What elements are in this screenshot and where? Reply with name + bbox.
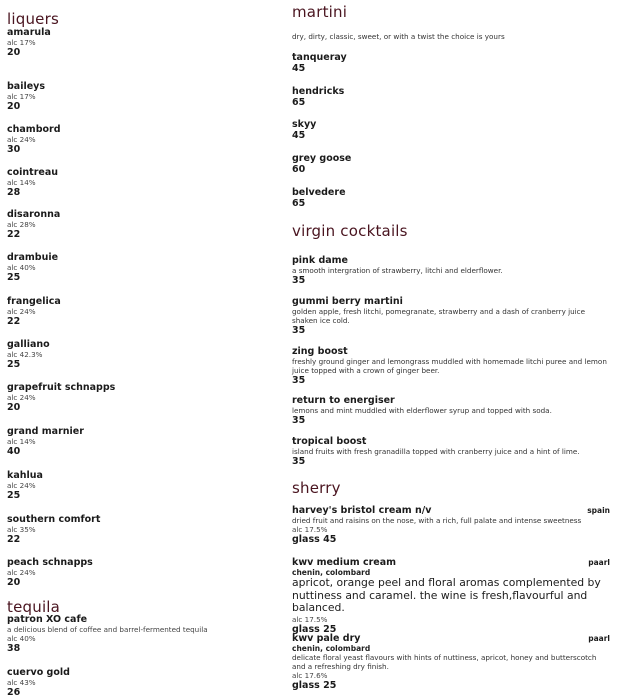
item-alcohol: alc 14%: [7, 437, 36, 446]
item-description: dried fruit and raisins on the nose, with a rich, full palate and intense sweetness: [292, 516, 582, 525]
item-price: 45: [292, 130, 306, 141]
item-alcohol: alc 17%: [7, 38, 36, 47]
item-name: harvey's bristol cream n/v: [292, 505, 432, 516]
item-alcohol: alc 35%: [7, 525, 36, 534]
item-name: chambord: [7, 124, 61, 135]
item-price: 28: [7, 187, 21, 198]
item-alcohol: alc 40%: [7, 263, 36, 272]
item-name: cointreau: [7, 167, 59, 178]
menu-item: [292, 119, 610, 142]
menu-item: [7, 81, 277, 113]
item-alcohol: alc 17.5%: [292, 525, 328, 534]
item-name: cuervo gold: [7, 667, 70, 678]
item-name: disaronna: [7, 209, 61, 220]
item-price: 20: [7, 101, 21, 112]
item-name: southern comfort: [7, 514, 101, 525]
item-description: delicate floral yeast flavours with hints of nuttiness, apricot, honey and butterscotch and a refreshing dry finish.: [292, 653, 597, 671]
item-name: grey goose: [292, 153, 352, 164]
item-alcohol: alc 24%: [7, 135, 36, 144]
item-price: 22: [7, 534, 21, 545]
item-origin: spain: [587, 506, 610, 515]
item-price: 65: [292, 97, 306, 108]
item-price: glass 45: [292, 534, 337, 545]
item-price: 22: [7, 316, 21, 327]
menu-item: [7, 167, 277, 199]
item-name: gummi berry martini: [292, 296, 403, 307]
menu-item: [292, 505, 610, 546]
menu-item: [292, 255, 610, 287]
menu-item: [7, 382, 277, 414]
item-price: 65: [292, 198, 306, 209]
item-price: 35: [292, 375, 306, 386]
item-name: pink dame: [292, 255, 348, 266]
item-name: baileys: [7, 81, 46, 92]
menu-item: [292, 296, 610, 337]
item-alcohol: alc 24%: [7, 568, 36, 577]
section-title-virgin-cocktails: virgin cocktails: [292, 222, 408, 240]
menu-item: [7, 470, 277, 502]
section-intro: dry, dirty, classic, sweet, or with a twist the choice is yours: [292, 32, 505, 41]
item-description: golden apple, fresh litchi, pomegranate, strawberry and a dash of cranberry juice shaken ice cold.: [292, 307, 586, 325]
menu-item: [7, 557, 277, 589]
menu-item: [7, 339, 277, 371]
item-name: patron XO cafe: [7, 614, 88, 625]
item-variety: chenin, colombard: [292, 644, 371, 653]
item-price: 35: [292, 275, 306, 286]
menu-item: [7, 296, 277, 328]
item-name: tanqueray: [292, 52, 347, 63]
item-name: belvedere: [292, 187, 346, 198]
item-name: zing boost: [292, 346, 348, 357]
menu-item: [7, 426, 277, 458]
item-alcohol: alc 24%: [7, 307, 36, 316]
item-alcohol: alc 28%: [7, 220, 36, 229]
section-title-liquers: liquers: [7, 10, 59, 28]
menu-item: [292, 187, 610, 210]
item-price: 20: [7, 577, 21, 588]
item-name: galliano: [7, 339, 50, 350]
item-price: 25: [7, 272, 21, 283]
menu-item: [292, 86, 610, 109]
section-title-sherry: sherry: [292, 479, 341, 497]
item-price: 25: [7, 359, 21, 370]
item-description: freshly ground ginger and lemongrass muddled with homemade litchi puree and lemon juice topped with a crown of ginger beer.: [292, 357, 607, 375]
item-price: 38: [7, 643, 21, 654]
item-price: 20: [7, 47, 21, 58]
item-name: drambuie: [7, 252, 59, 263]
item-name: kwv pale dry: [292, 633, 361, 644]
menu-item: [292, 395, 610, 427]
item-alcohol: alc 24%: [7, 481, 36, 490]
item-alcohol: alc 17.5%: [292, 614, 328, 624]
menu-item: [7, 514, 277, 546]
item-name: tropical boost: [292, 436, 367, 447]
item-description: a delicious blend of coffee and barrel-fermented tequila: [7, 625, 208, 634]
item-price: glass 25: [292, 680, 337, 691]
item-price: 35: [292, 325, 306, 336]
item-variety: chenin, colombard: [292, 568, 371, 577]
item-price: 20: [7, 402, 21, 413]
item-price: 22: [7, 229, 21, 240]
item-price: 45: [292, 63, 306, 74]
section-title-tequila: tequila: [7, 598, 61, 616]
item-price: glass 25: [292, 623, 337, 635]
item-alcohol: alc 40%: [7, 634, 36, 643]
item-name: grand marnier: [7, 426, 84, 437]
item-name: frangelica: [7, 296, 61, 307]
item-name: skyy: [292, 119, 317, 130]
item-price: 40: [7, 446, 21, 457]
menu-item: [7, 27, 277, 59]
section-title-martini: martini: [292, 3, 348, 21]
item-name: return to energiser: [292, 395, 395, 406]
menu-item: [292, 346, 610, 387]
menu-item: [292, 153, 610, 176]
item-alcohol: alc 17.6%: [292, 671, 328, 680]
item-name: kwv medium cream: [292, 557, 397, 568]
menu-item: [7, 209, 277, 241]
item-price: 26: [7, 687, 21, 698]
menu-item: [7, 614, 277, 655]
item-price: 25: [7, 490, 21, 501]
item-price: 30: [7, 144, 21, 155]
item-description: apricot, orange peel and floral aromas complemented by nuttiness and caramel. the wine is fresh,flavourful and balanced.: [292, 576, 601, 614]
item-price: 60: [292, 164, 306, 175]
menu-item: [292, 52, 610, 75]
item-alcohol: alc 24%: [7, 393, 36, 402]
item-description: lemons and mint muddled with elderflower syrup and topped with soda.: [292, 406, 552, 415]
item-alcohol: alc 43%: [7, 678, 36, 687]
item-origin: paarl: [588, 558, 610, 567]
item-description: a smooth intergration of strawberry, litchi and elderflower.: [292, 266, 503, 275]
menu-item: [292, 557, 610, 636]
menu-item: [7, 252, 277, 284]
item-name: kahlua: [7, 470, 43, 481]
item-price: 35: [292, 415, 306, 426]
menu-item: [7, 124, 277, 156]
item-alcohol: alc 14%: [7, 178, 36, 187]
item-name: peach schnapps: [7, 557, 93, 568]
menu-item: [292, 633, 610, 692]
item-origin: paarl: [588, 634, 610, 643]
item-alcohol: alc 42.3%: [7, 350, 43, 359]
menu-item: [7, 667, 277, 699]
item-price: 35: [292, 456, 306, 467]
item-name: grapefruit schnapps: [7, 382, 116, 393]
menu-item: [292, 436, 610, 468]
item-name: hendricks: [292, 86, 345, 97]
item-name: amarula: [7, 27, 51, 38]
item-description: island fruits with fresh granadilla topped with cranberry juice and a hint of lime.: [292, 447, 580, 456]
item-alcohol: alc 17%: [7, 92, 36, 101]
